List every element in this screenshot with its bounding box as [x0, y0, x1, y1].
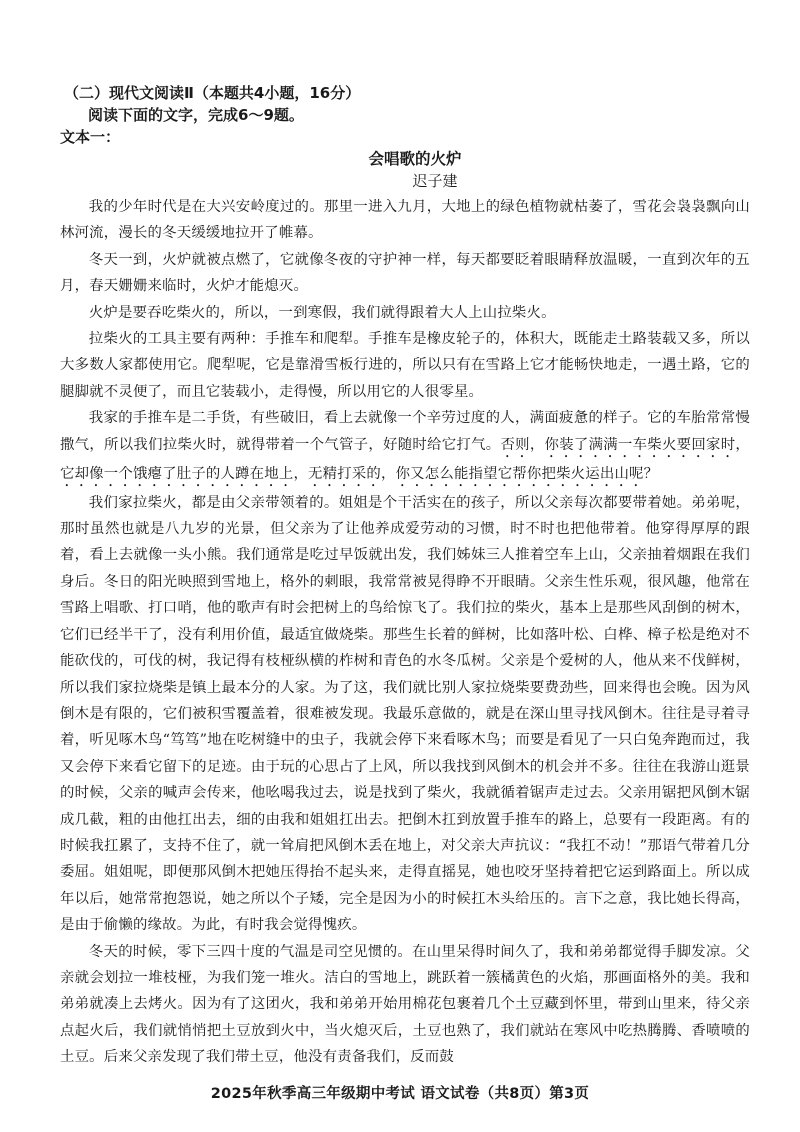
paragraph-4: 拉柴火的工具主要有两种：手推车和爬犁。手推车是橡皮轮子的，体积大，既能走土路装载又多，所以大多数人家都使用它。爬犁呢，它是靠滑雪板行进的，所以只有在雪路上它才能畅快地走，一遇土路，它的腿脚就不灵便了，而且它装载小，走得慢，所以用它的人很零星。	[60, 331, 750, 400]
paragraph-5-emphasized-text: 否则，你装了满满一车柴火要回家时，它却像一个饿瘪了肚子的人蹲在地上，无精打采的，你又怎么能指望它帮你把柴火运出山呢？	[60, 436, 750, 482]
paragraph-7: 冬天的时候，零下三四十度的气温是司空见惯的。在山里呆得时间久了，我和弟弟都觉得手脚发凉。父亲就会划拉一堆枝桠，为我们笼一堆火。洁白的雪地上，跳跃着一簇橘黄色的火焰，那画面格外的美。我和弟弟就凑上去烤火。因为有了这团火，我和弟弟开始用棉花包裹着几个土豆藏到怀里，带到山里来，待父亲点起火后，我们就悄悄把土豆放到火中，当火熄灭后，土豆也熟了，我们就站在寒风中吃热腾腾、香喷喷的土豆。后来父亲发现了我们带土豆，他没有责备我们，反而鼓	[60, 943, 750, 1066]
paragraph-5	[60, 405, 750, 489]
reading-instruction: 阅读下面的文字，完成6～9题。	[88, 106, 304, 124]
paragraph-1: 我的少年时代是在大兴安岭度过的。那里一进入九月，大地上的绿色植物就枯萎了，雪花会袅袅飘向山林河流，漫长的冬天缓缓地拉开了帷幕。	[60, 199, 750, 242]
paragraph-3: 火炉是要吞吃柴火的，所以，一到寒假，我们就得跟着大人上山拉柴火。	[88, 304, 556, 321]
paragraph-5-text: 我家的手推车是二手货，有些破旧，看上去就像一个辛劳过度的人，满面疲惫的样子。它的车胎常常慢撒气，所以我们拉柴火时，就得带着一个气管子，好随时给它打气。	[60, 410, 750, 453]
page-footer: 2025年秋季高三年级期中考试 语文试卷（共8页）第3页	[210, 1086, 590, 1102]
exam-page	[60, 82, 750, 1071]
article-body	[60, 194, 750, 1071]
text-label: 文本一：	[60, 128, 121, 146]
paragraph-6: 我们家拉柴火，都是由父亲带领着的。姐姐是个干活实在的孩子，所以父亲每次都要带着她。弟弟呢，那时虽然也就是八九岁的光景，但父亲为了让他养成爱劳动的习惯，时不时也把他带着。他穿得厚厚的跟着，看上去就像一头小熊。我们通常是吃过早饭就出发，我们姊妹三人推着空车上山，父亲抽着烟跟在我们身后。冬日的阳光映照到雪地上，格外的刺眼，我常常被晃得睁不开眼睛。父亲生性乐观，很风趣，他常在雪路上唱歌、打口哨，他的歌声有时会把树上的鸟给惊飞了。我们拉的柴火，基本上是那些风刮倒的树木，它们已经半干了，没有利用价值，最适宜做烧柴。那些生长着的鲜树，比如落叶松、白桦、樟子松是绝对不能砍伐的，可伐的树，我记得有枝桠纵横的柞树和青色的水冬瓜树。父亲是个爱树的人，他从来不伐鲜树，所以我们家拉烧柴是镇上最本分的人家。为了这，我们就比别人家拉烧柴要费劲些，回来得也会晚。因为风倒木是有限的，它们被积雪覆盖着，很难被发现。我最乐意做的，就是在深山里寻找风倒木。往往是寻着寻着，听见啄木鸟“笃笃”地在吃树缝中的虫子，我就会停下来看啄木鸟；而要是看见了一只白兔奔跑而过，我又会停下来看它留下的足迹。由于玩的心思占了上风，所以我找到风倒木的机会并不多。往往在我游山逛景的时候，父亲的喊声会传来，他吆喝我过去，说是找到了柴火，我就循着锯声走过去。父亲用锯把风倒木锯成几截，粗的由他扛出去，细的由我和姐姐扛出去。把倒木扛到放置手推车的路上，总要有一段距离。有的时候我扛累了，支持不住了，就一耸肩把风倒木丢在地上，对父亲大声抗议：“我扛不动！”那语气带着几分委屈。姐姐呢，即便那风倒木把她压得抬不起头来，走得直摇晃，她也咬牙坚持着把它运到路面上。所以成年以后，她常常抱怨说，她之所以个子矮，完全是因为小的时候扛木头给压的。言下之意，我比她长得高，是由于偷懒的缘故。为此，有时我会觉得愧疚。	[60, 494, 750, 934]
article-author: 迟子建	[412, 172, 458, 190]
article-title: 会唱歌的火炉	[368, 150, 462, 168]
section-title: （二）现代文阅读Ⅱ（本题共4小题，16分）	[64, 84, 361, 102]
paragraph-2: 冬天一到，火炉就被点燃了，它就像冬夜的守护神一样，每天都要眨着眼睛释放温暖，一直到次年的五月，春天姗姗来临时，火炉才能熄灭。	[60, 251, 750, 295]
